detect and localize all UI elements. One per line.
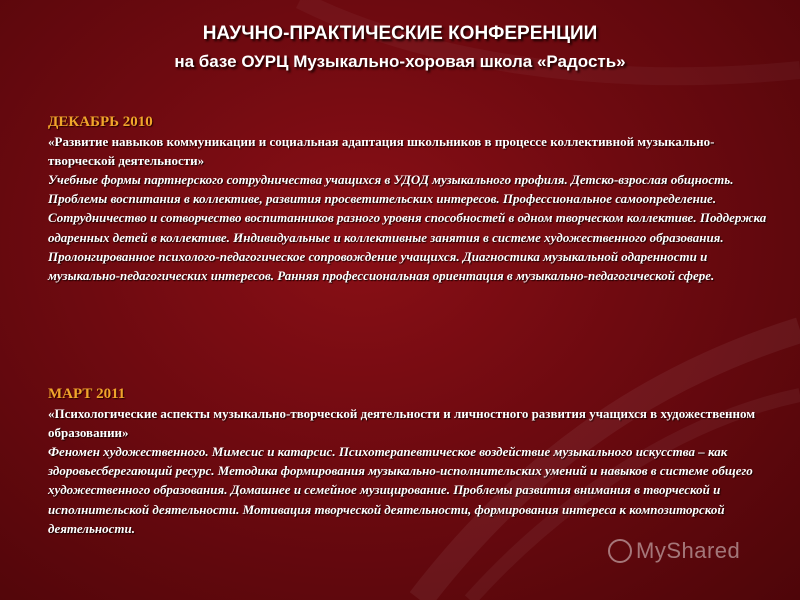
watermark-text: MyShared xyxy=(636,538,741,563)
conference-date: МАРТ 2011 xyxy=(48,386,126,402)
slide-header xyxy=(0,22,800,75)
conference-topic: «Развитие навыков коммуникации и социальная адаптация школьников в процессе коллективной музыкально-творческой деятельности» xyxy=(48,134,715,168)
conference-march-2011 xyxy=(48,384,770,538)
conference-description: Феномен художественного. Мимесис и катарсис. Психотерапевтическое воздействие музыкального искусства – как здоровьесберегающий ресурс. Методика формирования музыкально-исполнительских умений и навыков в системе общего художественного образования. Домашнее и семейное музицирование. Проблемы развития внимания в творческой и исполнительской деятельности. Мотивация творческой деятельности, формирования интереса к композиторской деятельности. xyxy=(48,444,753,536)
conference-december-2010 xyxy=(48,112,770,285)
slide-title: НАУЧНО-ПРАКТИЧЕСКИЕ КОНФЕРЕНЦИИ xyxy=(202,23,598,44)
conference-description: Учебные формы партнерского сотрудничества учащихся в УДОД музыкального профиля. Детско-взрослая общность. Проблемы воспитания в коллективе, развития просветительских интересов. Профессиональное самоопределение. Сотрудничество и сотворчество воспитанников разного уровня способностей в одном творческом коллективе. Поддержка одаренных детей в коллективе. Индивидуальные и коллективные занятия в системе художественного образования. Пролонгированное психолого-педагогическое сопровождение учащихся. Диагностика музыкальной одаренности и музыкально-педагогических интересов. Ранняя профессиональная ориентация в музыкально-педагогической сфере. xyxy=(48,172,767,284)
slide-subtitle: на базе ОУРЦ Музыкально-хоровая школа «Радость» xyxy=(174,52,626,71)
watermark xyxy=(608,538,740,564)
conference-topic: «Психологические аспекты музыкально-творческой деятельности и личностного развития учащихся в художественном образовании» xyxy=(48,406,756,440)
conference-date: ДЕКАБРЬ 2010 xyxy=(48,114,153,130)
myshared-logo-icon xyxy=(608,539,632,563)
